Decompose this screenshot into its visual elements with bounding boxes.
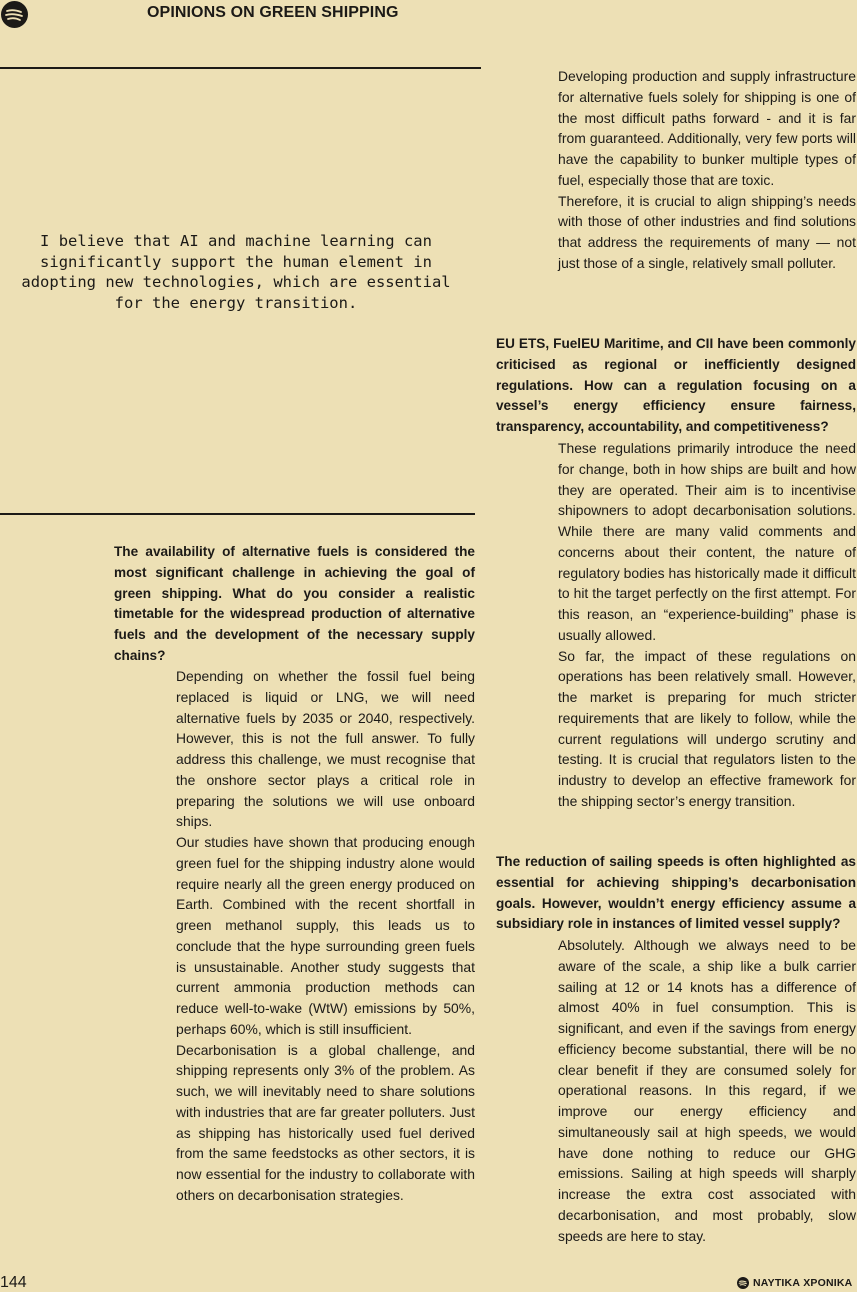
paragraph: Developing production and supply infrastructure for alternative fuels solely for shipping is one of the most difficult paths forward - and it is far from guaranteed. Additionally, very few ports will have the capability to bunker multiple types of fuel, especially those that are toxic.: [558, 68, 856, 188]
page-number: 144: [0, 1274, 27, 1291]
paragraph: Depending on whether the fossil fuel being replaced is liquid or LNG, we will need alternative fuels by 2035 or 2040, respectively. However, this is not the full answer. To fully address this challenge, we must recognise that the onshore sector plays a critical role in preparing the solutions we will use onboard ships.: [176, 668, 475, 830]
paragraph: So far, the impact of these regulations on operations has been relatively small. However, the market is preparing for much stricter requirements that are likely to follow, while the current regulations will undergo scrutiny and testing. It is crucial that regulators listen to the industry to develop an effective framework for the shipping sector’s energy transition.: [558, 647, 856, 809]
publication-name: ΝΑΥΤΙΚΑ ΧΡΟΝΙΚΑ: [753, 1277, 853, 1289]
wave-logo-icon: [1, 1, 28, 28]
paragraph: Decarbonisation is a global challenge, and shipping represents only 3% of the problem. As such, we will inevitably need to share solutions with industries that are far greater polluters. Just as shipping has historically used fuel derived from the same feedstocks as other sectors, it is now essential for the industry to collaborate with others on decarbonisation strategies.: [176, 1041, 475, 1203]
question-sailing-speeds: The reduction of sailing speeds is often highlighted as essential for achieving shipping’s decarbonisation goals. However, wouldn’t energy efficiency assume a subsidiary role in instances of limited vessel supply?: [496, 854, 856, 932]
pull-quote: I believe that AI and machine learning can significantly support the human element in adopting new technologies, which are essential for the energy transition.: [21, 232, 451, 313]
answer-fuels: [176, 666, 475, 1206]
answer-fuels-continued: [558, 66, 856, 274]
paragraph: Our studies have shown that producing enough green fuel for the shipping industry alone would require nearly all the green energy produced on Earth. Combined with the recent shortfall in green methanol supply, this leads us to conclude that the hype surrounding green fuels is unsustainable. Another study suggests that current ammonia production methods can reduce well-to-wake (WtW) emissions by 50%, perhaps 60%, which is still insufficient.: [176, 834, 475, 1037]
question-regulations: EU ETS, FuelEU Maritime, and CII have been commonly criticised as regional or inefficiently designed regulations. How can a regulation focusing on a vessel’s energy efficiency ensure fairness, transparency, accountability, and competitiveness?: [496, 336, 856, 435]
paragraph: These regulations primarily introduce the need for change, both in how ships are built and how they are operated. Their aim is to incentivise shipowners to adopt decarbonisation solutions. While there are many valid comments and concerns about their content, the nature of regulatory bodies has historically made it difficult to hit the target perfectly on the first attempt. For this reason, an “experience-building” phase is usually allowed.: [558, 440, 856, 643]
divider-top: [0, 67, 481, 69]
divider-middle: [0, 513, 475, 515]
question-fuels: The availability of alternative fuels is considered the most significant challenge in achieving the goal of green shipping. What do you consider a realistic timetable for the widespread production of alternative fuels and the development of the necessary supply chains?: [114, 544, 475, 663]
answer-sailing-speeds: [558, 935, 856, 1246]
section-title: OPINIONS ON GREEN SHIPPING: [147, 4, 399, 21]
paragraph: Absolutely. Although we always need to be aware of the scale, a ship like a bulk carrier sailing at 12 or 14 knots has a difference of almost 40% in fuel consumption. This is significant, and even if the savings from energy efficiency become substantial, there will be no clear benefit if they are consumed solely for operational reasons. In this regard, if we improve our energy efficiency and simultaneously sail at high speeds, we would have done nothing to reduce our GHG emissions. Sailing at high speeds will sharply increase the extra cost associated with decarbonisation, and most probably, slow speeds are here to stay.: [558, 937, 856, 1244]
publication-brand: [737, 1277, 852, 1289]
wave-logo-icon: [737, 1277, 749, 1289]
paragraph: Therefore, it is crucial to align shipping’s needs with those of other industries and find solutions that address the requirements of many — not just those of a single, relatively small polluter.: [558, 192, 856, 271]
answer-regulations: [558, 438, 856, 812]
